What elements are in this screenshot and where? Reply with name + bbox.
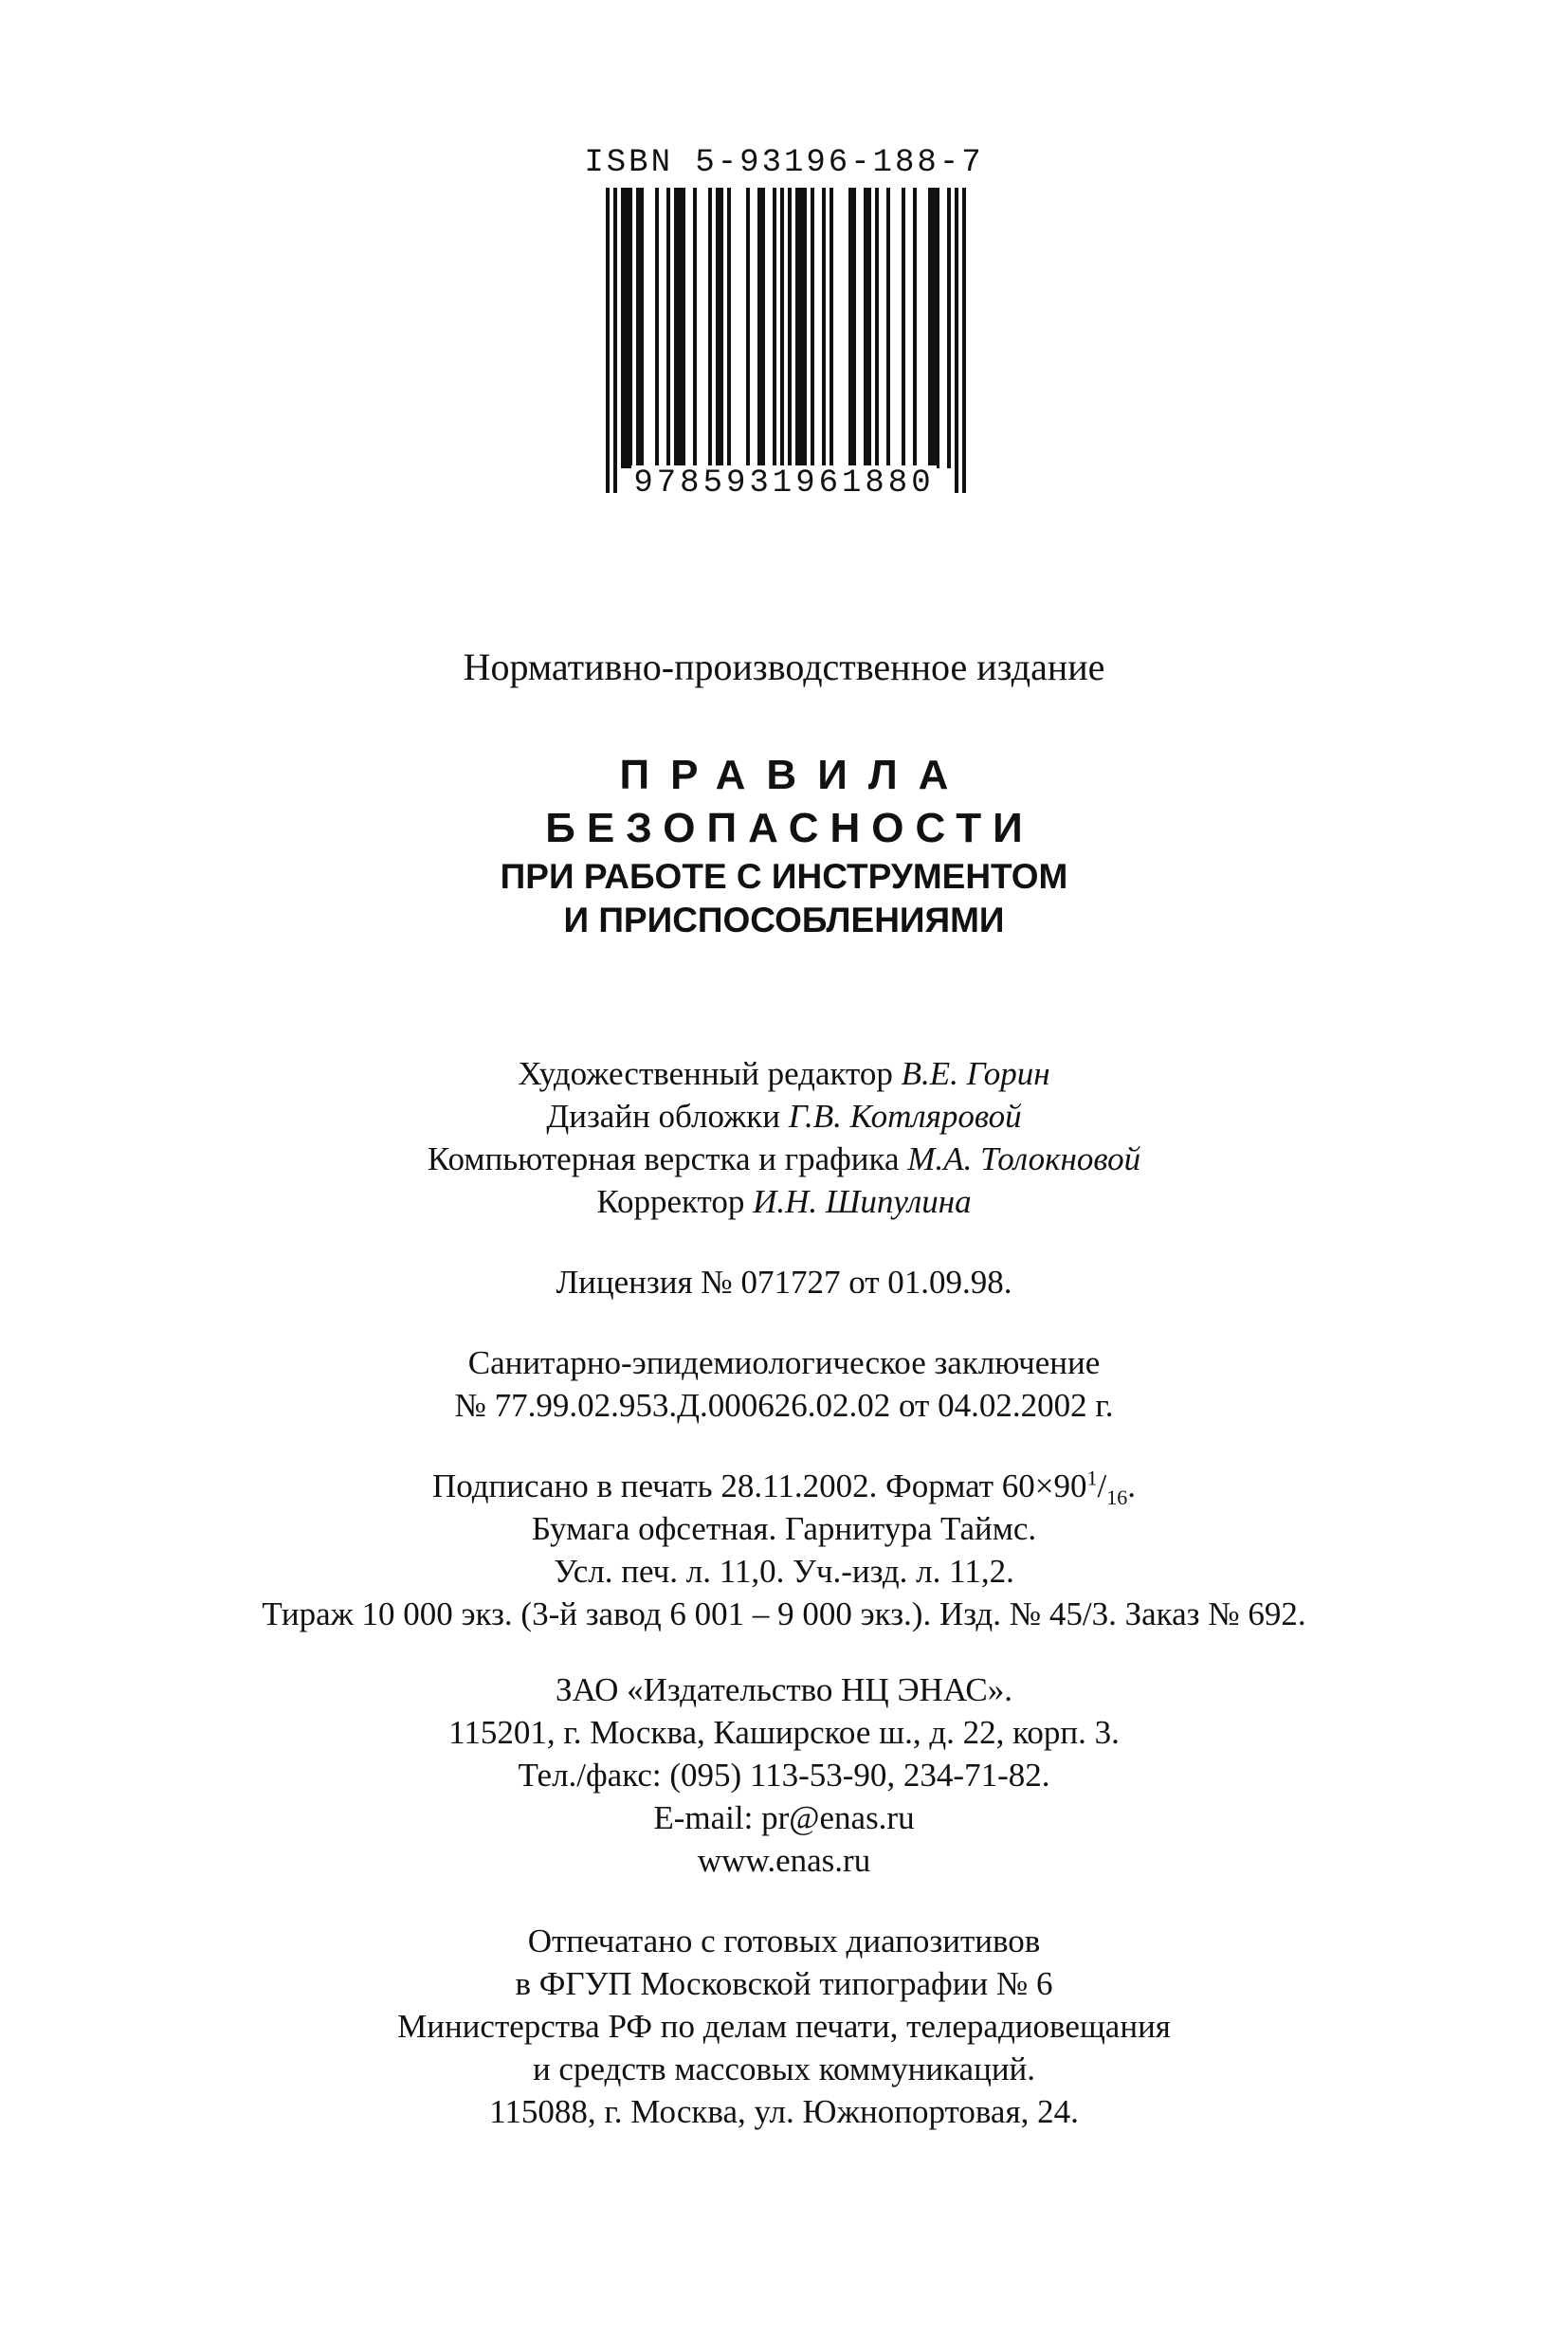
barcode-bar (640, 188, 644, 468)
barcode-bar (864, 188, 867, 468)
barcode-bar (962, 188, 966, 493)
barcode-bar (773, 188, 776, 468)
barcode-bar (848, 188, 852, 468)
title-line-1: ПРАВИЛА (619, 752, 970, 798)
credit-layout (0, 1138, 1568, 1180)
credit-art-editor (0, 1052, 1568, 1095)
credit-role: Дизайн обложки (546, 1098, 780, 1135)
barcode-bar (822, 188, 826, 468)
barcode-bar (727, 188, 731, 468)
credit-role: Компьютерная верстка и графика (427, 1140, 900, 1177)
credit-name: И.Н. Шипулина (753, 1183, 972, 1220)
isbn-label: ISBN 5-93196-188-7 (584, 145, 984, 181)
barcode-bar (613, 188, 617, 493)
barcode-bar (955, 188, 958, 493)
barcode-bar (886, 188, 890, 468)
barcode-bar (780, 188, 784, 493)
credit-proofreader (0, 1180, 1568, 1223)
barcode-bar (947, 188, 951, 468)
barcode-bar (811, 188, 814, 468)
barcode-bar (682, 188, 685, 468)
publisher-web: www.enas.ru (697, 1842, 871, 1879)
barcode-bar (746, 188, 750, 468)
barcode-bar (936, 188, 939, 468)
printer-line-3: Министерства РФ по делам печати, телерадиовещания (397, 2008, 1171, 2045)
credit-role: Художественный редактор (518, 1055, 893, 1092)
barcode-bar (708, 188, 712, 468)
publisher-address: 115201, г. Москва, Каширское ш., д. 22, корп. 3. (448, 1714, 1120, 1751)
print-signed: Подписано в печать 28.11.2002. Формат $60\times 90^1/_{16}$. (431, 1466, 1137, 1509)
barcode-bar (720, 188, 723, 468)
barcode-bar (932, 188, 936, 468)
sanitary-conclusion (0, 1341, 1568, 1427)
credit-name: М.А. Толокновой (907, 1140, 1141, 1177)
print-paper: Бумага офсетная. Гарнитура Таймс. (531, 1510, 1037, 1547)
barcode-bar (666, 188, 670, 468)
print-signed-text: Подписано в печать 28.11.2002. Формат 60×90 (431, 1467, 1087, 1504)
credit-name: В.Е. Горин (901, 1055, 1050, 1092)
barcode-bar (606, 188, 610, 493)
barcode-bar (761, 188, 765, 468)
credit-name: Г.В. Котляровой (788, 1098, 1022, 1135)
license-text: Лицензия № 071727 от 01.09.98. (556, 1264, 1012, 1301)
barcode-bar (867, 188, 871, 468)
barcode-bar (928, 188, 932, 468)
printer-info (0, 1920, 1568, 2133)
barcode-bar (625, 188, 629, 468)
barcode-bar (788, 188, 792, 493)
barcode-bar (655, 188, 659, 468)
barcode-bar (902, 188, 905, 468)
barcode-bar (678, 188, 682, 468)
print-run: Тираж 10 000 экз. (3-й завод 6 001 – 9 000 экз.). Изд. № 45/3. Заказ № 692. (262, 1595, 1306, 1632)
barcode-bar (913, 188, 917, 468)
book-title (0, 749, 1568, 942)
print-sheets: Усл. печ. л. 11,0. Уч.-изд. л. 11,2. (554, 1553, 1014, 1590)
barcode-bar (693, 188, 697, 468)
barcode-bar (795, 188, 799, 468)
title-line-4: И ПРИСПОСОБЛЕНИЯМИ (563, 901, 1005, 939)
barcode-bar (636, 188, 640, 468)
barcode-bar (716, 188, 720, 468)
title-line-3: ПРИ РАБОТЕ С ИНСТРУМЕНТОМ (500, 857, 1068, 896)
barcode-bar (757, 188, 761, 468)
publisher-info (0, 1668, 1568, 1882)
printer-line-5: 115088, г. Москва, ул. Южнопортовая, 24. (489, 2093, 1079, 2130)
license (0, 1261, 1568, 1303)
barcode (585, 188, 983, 510)
isbn-block (0, 142, 1568, 510)
printer-line-1: Отпечатано с готовых диапозитивов (527, 1923, 1041, 1959)
credits (0, 1052, 1568, 1223)
publisher-phone: Тел./факс: (095) 113-53-90, 234-71-82. (518, 1757, 1050, 1794)
publisher-name: ЗАО «Издательство НЦ ЭНАС». (556, 1671, 1012, 1708)
sanitary-line-2: № 77.99.02.953.Д.000626.02.02 от 04.02.2002 г. (454, 1387, 1114, 1424)
barcode-digits (585, 465, 983, 502)
barcode-bar (803, 188, 807, 468)
barcode-bar (875, 188, 879, 468)
printer-line-2: в ФГУП Московской типографии № 6 (515, 1965, 1053, 2002)
publisher-email: E-mail: pr@enas.ru (653, 1799, 915, 1836)
barcode-bar (674, 188, 678, 468)
credit-role: Корректор (596, 1183, 745, 1220)
format-denominator: 16 (1106, 1485, 1128, 1509)
barcode-bar (852, 188, 856, 468)
barcode-bar (830, 188, 833, 468)
barcode-bar (799, 188, 803, 468)
barcode-bar (621, 188, 625, 468)
edition-type: Нормативно-производственное издание (463, 646, 1105, 688)
format-numerator: 1 (1086, 1466, 1098, 1490)
sanitary-line-1: Санитарно-эпидемиологическое заключение (467, 1344, 1101, 1381)
print-signed-suffix: . (1127, 1467, 1137, 1504)
title-line-2: БЕЗОПАСНОСТИ (545, 805, 1034, 851)
barcode-bars (585, 188, 983, 510)
credit-cover-design (0, 1095, 1568, 1138)
barcode-bar (629, 188, 632, 468)
barcode-digits-text: 9785931961880 (633, 465, 935, 501)
printer-line-4: и средств массовых коммуникаций. (532, 2050, 1036, 2087)
print-info (0, 1465, 1568, 1635)
